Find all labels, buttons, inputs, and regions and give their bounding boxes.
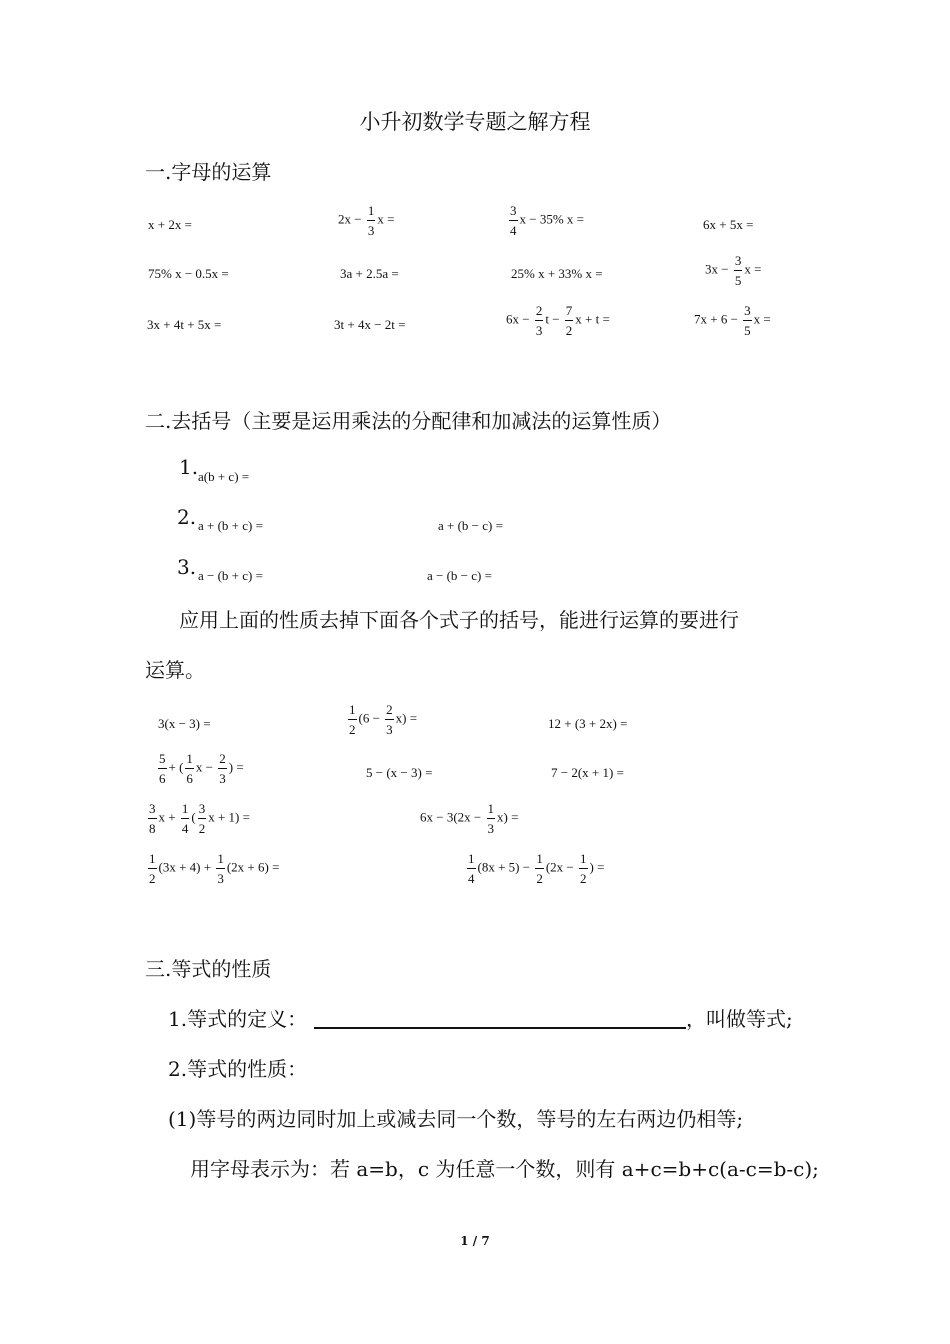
expr-2-3: 25% x + 33% x =	[511, 266, 603, 281]
exercise-2: $\frac{1}{2}$ (6 − $\frac{2}{3}$ x) =	[349, 702, 418, 737]
item-number-3: 3.	[177, 555, 197, 579]
exercise-6: 7 − 2(x + 1) =	[551, 765, 624, 780]
exercise-3: 12 + (3 + 2x) =	[548, 716, 628, 731]
expr-3-3: 6x − $\frac{2}{3}$ t − $\frac{7}{2}$ x + t =	[506, 303, 610, 338]
definition-suffix: ，叫做等式;	[686, 1007, 793, 1031]
exercise-7: $\frac{3}{8}$ x + $\frac{1}{4}$ ( $\frac{3}{2}$ x + 1) =	[149, 801, 250, 836]
expr-2-1: 75% x − 0.5x =	[148, 266, 229, 281]
definition-blank-line	[314, 1027, 686, 1029]
page-title: 小升初数学专题之解方程	[359, 110, 591, 134]
property-1-letters: 用字母表示为：若 a=b，c 为任意一个数，则有 a+c=b+c(a-c=b-c);	[190, 1157, 819, 1181]
properties-label: 2.等式的性质：	[168, 1057, 308, 1081]
expr-3-1: 3x + 4t + 5x =	[147, 317, 222, 332]
item-3-expr-a: a − (b + c) =	[198, 568, 263, 583]
property-1: (1)等号的两边同时加上或减去同一个数，等号的左右两边仍相等;	[168, 1107, 744, 1131]
item-3-expr-b: a − (b − c) =	[427, 568, 492, 583]
section-heading-2: 二.去括号（主要是运用乘法的分配律和加减法的运算性质）	[145, 409, 672, 433]
item-number-1: 1.	[179, 455, 199, 479]
section-heading-3: 三.等式的性质	[145, 957, 272, 981]
definition-label: 1.等式的定义：	[168, 1007, 308, 1031]
exercise-9: $\frac{1}{2}$ (3x + 4) + $\frac{1}{3}$ (2x + 6) =	[149, 851, 280, 886]
page-number: 1 / 7	[460, 1234, 490, 1248]
expr-2-4: 3x − $\frac{3}{5}$ x =	[705, 253, 762, 288]
exercise-8: 6x − 3(2x − $\frac{1}{3}$ x) =	[420, 801, 519, 836]
expr-3-4: 7x + 6 − $\frac{3}{5}$ x =	[694, 303, 771, 338]
exercise-1: 3(x − 3) =	[158, 716, 211, 731]
section-heading-1: 一.字母的运算	[145, 160, 272, 184]
expr-3-2: 3t + 4x − 2t =	[334, 317, 406, 332]
exercise-4: $\frac{5}{6}$ + ( $\frac{1}{6}$ x − $\frac{2}{3}$ ) =	[159, 751, 244, 786]
item-1-expr: a(b + c) =	[198, 469, 250, 484]
exercise-5: 5 − (x − 3) =	[366, 765, 433, 780]
expr-2-2: 3a + 2.5a =	[340, 266, 399, 281]
expr-1-1: x + 2x =	[148, 217, 192, 232]
item-2-expr-a: a + (b + c) =	[198, 518, 263, 533]
item-2-expr-b: a + (b − c) =	[438, 518, 503, 533]
expr-1-4: 6x + 5x =	[703, 217, 754, 232]
item-number-2: 2.	[177, 505, 197, 529]
exercise-10: $\frac{1}{4}$ (8x + 5) − $\frac{1}{2}$ (2x − $\frac{1}{2}$ ) =	[468, 851, 605, 886]
instruction-line-1: 应用上面的性质去掉下面各个式子的括号，能进行运算的要进行	[179, 608, 739, 632]
expr-1-3: $\frac{3}{4}$ x − 35% x =	[510, 203, 584, 238]
instruction-line-2: 运算。	[145, 658, 205, 682]
expr-1-2: 2x − $\frac{1}{3}$ x =	[338, 203, 395, 238]
